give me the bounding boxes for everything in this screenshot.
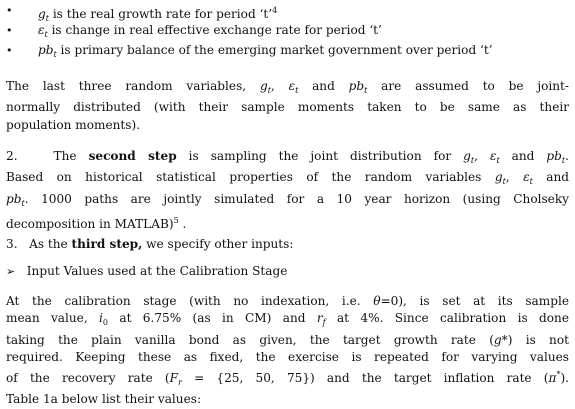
bullet-text: $g_t$ is the real growth rate for period ‘t’$^4$ — [38, 6, 278, 23]
text-line: normally distributed (with their sample moments taken to be same as their — [6, 100, 569, 115]
text-line: 2. The second step is sampling the joint distribution for $g_t$, $\varepsilon_t$ and $pb_t$. — [6, 149, 569, 165]
text-line: The last three random variables, $g_t$, $\varepsilon_t$ and $pb_t$ are assumed to be joint- — [6, 79, 569, 95]
bullet-text: $pb_t$ is primary balance of the emerging market government over period ‘t’ — [38, 43, 493, 59]
paragraph-random-variables — [6, 78, 569, 134]
paragraph-second-step — [6, 148, 569, 233]
text-line: At the calibration stage (with no indexation, i.e. θ=0), is set at its sample — [6, 294, 569, 308]
arrow-bullet-icon: ➢ — [6, 265, 16, 278]
sub-heading-calibration — [6, 263, 569, 280]
text-line: Based on historical statistical properties of the random variables $g_t$, $\varepsilon_t$ and — [6, 170, 569, 187]
text-line: Table 1a below list their values: — [6, 392, 202, 407]
sub-heading-text: Input Values used at the Calibration Stage — [26, 264, 288, 278]
text-line: required. Keeping these as fixed, the exercise is repeated for varying values — [6, 349, 569, 364]
text-line: of the recovery rate ($F_r = \{25$, 50, 75}) and the target inflation rate (π*). — [6, 370, 570, 388]
text-line: taking the plain vanilla bond as given, the target growth rate (g*) is not — [6, 332, 569, 347]
text-line: population moments). — [6, 117, 141, 132]
bullet-text: $\varepsilon_t$ is change in real effective exchange rate for period ‘t’ — [38, 23, 382, 39]
bullet-icon: • — [6, 4, 13, 17]
paragraph-calibration — [6, 293, 569, 409]
text-line: 3. As the third step, we specify other inputs: — [6, 237, 294, 251]
text-line: $pb_t$. 1000 paths are jointly simulated for a 10 year horizon (using Cholseky — [6, 191, 569, 208]
bullet-icon: • — [6, 24, 13, 37]
text-line: mean value, $i_0$ at 6.75% (as in CM) and $r_f$ at 4%. Since calibration is done — [6, 311, 569, 328]
text-line: decomposition in MATLAB)$^5$ . — [6, 215, 187, 231]
paragraph-third-step — [6, 236, 569, 253]
bullet-icon: • — [6, 44, 13, 57]
